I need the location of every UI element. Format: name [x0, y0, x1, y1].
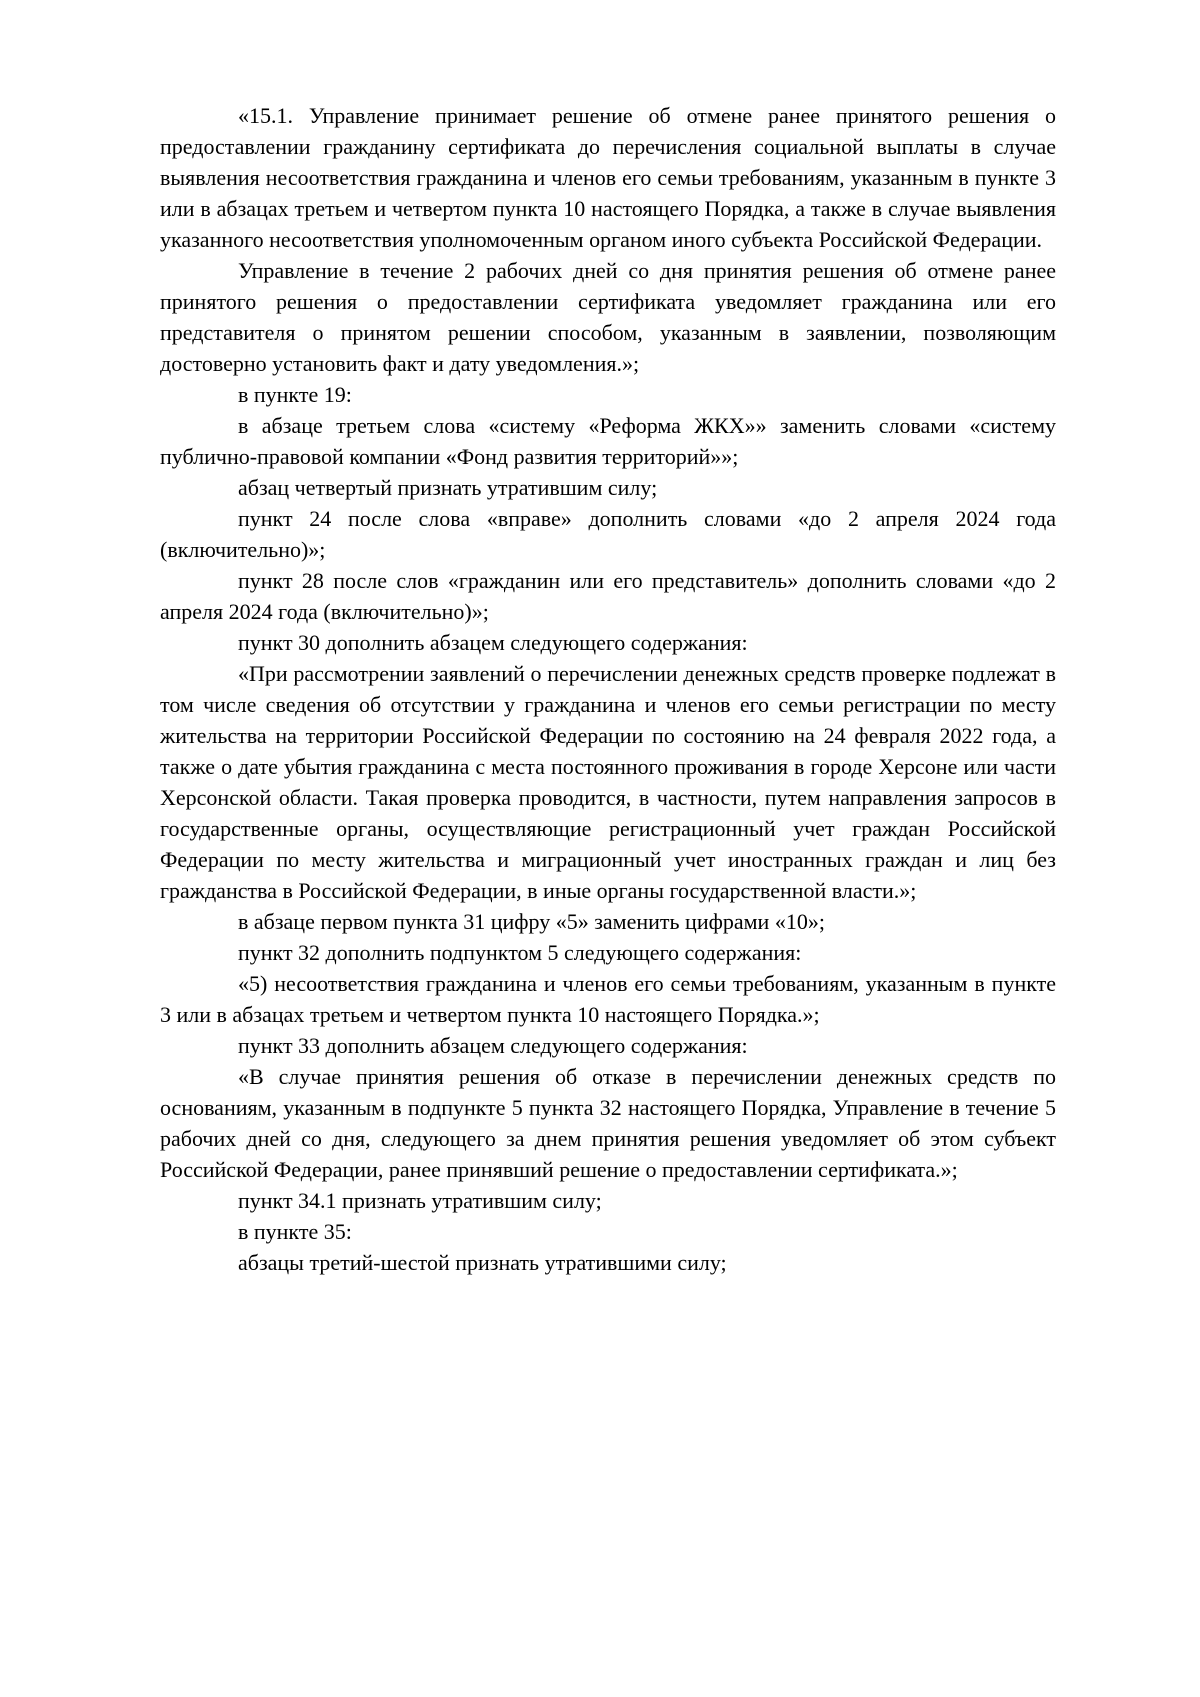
paragraph: в пункте 35:: [238, 1219, 352, 1244]
paragraph: пункт 34.1 признать утратившим силу;: [238, 1188, 602, 1213]
paragraph: пункт 28 после слов «гражданин или его представитель» дополнить словами «до 2 апреля 2024 года (включительно)»;: [160, 568, 1056, 624]
paragraph: «В случае принятия решения об отказе в перечислении денежных средств по основаниям, указанным в подпункте 5 пункта 32 настоящего Порядка, Управление в течение 5 рабочих дней со дня, следующего за днем принятия решения уведомляет об этом субъект Российской Федерации, ранее принявший решение о предоставлении сертификата.»;: [160, 1064, 1056, 1182]
paragraph: пункт 30 дополнить абзацем следующего содержания:: [238, 630, 748, 655]
paragraph: пункт 33 дополнить абзацем следующего содержания:: [238, 1033, 748, 1058]
paragraph: «При рассмотрении заявлений о перечислении денежных средств проверке подлежат в том числе сведения об отсутствии у гражданина и членов его семьи регистрации по месту жительства на территории Российской Федерации по состоянию на 24 февраля 2022 года, а также о дате убытия гражданина с места постоянного проживания в городе Херсоне или части Херсонской области. Такая проверка проводится, в частности, путем направления запросов в государственные органы, осуществляющие регистрационный учет граждан Российской Федерации по месту жительства и миграционный учет иностранных граждан и лиц без гражданства в Российской Федерации, в иные органы государственной власти.»;: [160, 661, 1056, 903]
paragraph: абзацы третий-шестой признать утратившими силу;: [238, 1250, 727, 1275]
paragraph: пункт 32 дополнить подпунктом 5 следующего содержания:: [238, 940, 802, 965]
paragraph: в пункте 19:: [238, 382, 352, 407]
paragraph: «15.1. Управление принимает решение об отмене ранее принятого решения о предоставлении гражданину сертификата до перечисления социальной выплаты в случае выявления несоответствия гражданина и членов его семьи требованиям, указанным в пункте 3 или в абзацах третьем и четвертом пункта 10 настоящего Порядка, а также в случае выявления указанного несоответствия уполномоченным органом иного субъекта Российской Федерации.: [160, 103, 1056, 252]
paragraph: Управление в течение 2 рабочих дней со дня принятия решения об отмене ранее принятого решения о предоставлении сертификата уведомляет гражданина или его представителя о принятом решении способом, указанным в заявлении, позволяющим достоверно установить факт и дату уведомления.»;: [160, 258, 1056, 376]
paragraph: пункт 24 после слова «вправе» дополнить словами «до 2 апреля 2024 года (включительно)»;: [160, 506, 1056, 562]
document-body: [160, 100, 1056, 1278]
paragraph: в абзаце первом пункта 31 цифру «5» заменить цифрами «10»;: [238, 909, 825, 934]
paragraph: абзац четвертый признать утратившим силу;: [238, 475, 658, 500]
paragraph: в абзаце третьем слова «систему «Реформа ЖКХ»» заменить словами «систему публично-правовой компании «Фонд развития территорий»»;: [160, 413, 1056, 469]
paragraph: «5) несоответствия гражданина и членов его семьи требованиям, указанным в пункте 3 или в абзацах третьем и четвертом пункта 10 настоящего Порядка.»;: [160, 971, 1056, 1027]
